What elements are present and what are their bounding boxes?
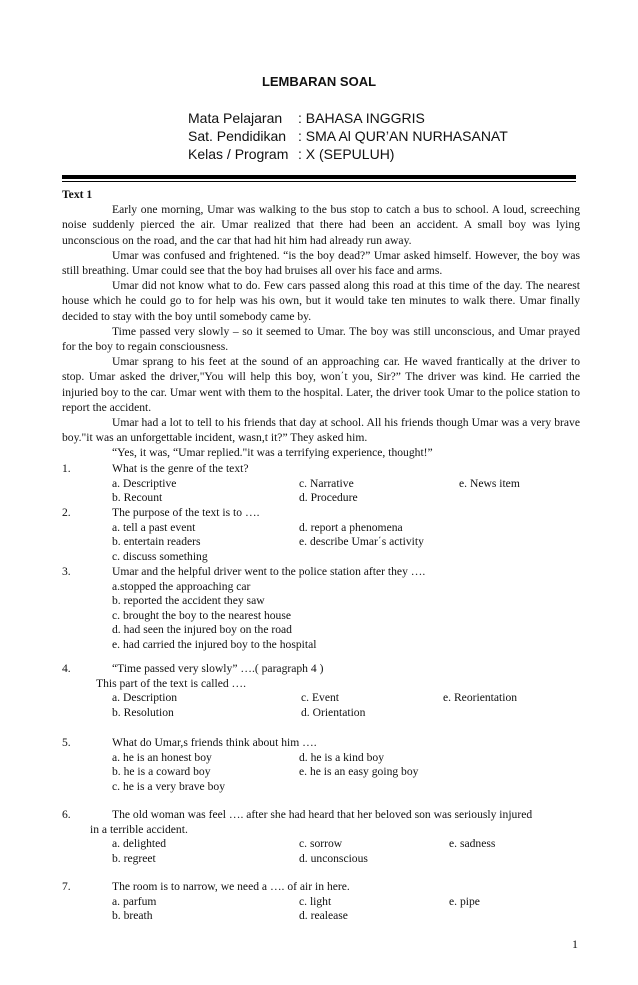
paragraph: “Yes, it was, “Umar replied."it was a terrifying experience, thought!”: [112, 446, 433, 460]
option: a. delighted: [112, 837, 167, 851]
header-divider-thin: [62, 181, 576, 182]
header-value: : X (SEPULUH): [298, 146, 395, 162]
paragraph: Umar did not know what to do. Few cars passed along this road at this time of the day. The nearest house which he could go to for help was his own, but it would take ten minutes to walk there. Umar finally decided to stay with the boy until somebody came by.: [62, 279, 580, 323]
question-4: [62, 662, 582, 720]
option: c. Event: [301, 691, 339, 705]
question-7: [62, 880, 582, 924]
option: e. News item: [459, 476, 520, 490]
question-text: “Time passed very slowly” ….( paragraph 4 ): [112, 662, 324, 675]
question-number: 6.: [62, 808, 71, 821]
option: d. Orientation: [301, 705, 366, 719]
option: b. he is a coward boy: [112, 765, 211, 779]
option: b. breath: [112, 909, 153, 923]
question-subtext: This part of the text is called ….: [96, 676, 247, 690]
header-divider-thick: [62, 175, 576, 179]
header-value: : SMA Al QUR’AN NURHASANAT: [298, 128, 508, 144]
text-heading: Text 1: [62, 188, 93, 201]
header-row-subject: [188, 110, 425, 126]
option: d. report a phenomena: [299, 520, 403, 534]
paragraph: Umar had a lot to tell to his friends that day at school. All his friends though Umar was a very brave boy."it was an unforgettable incident, wasn,t it?” They asked him.: [62, 416, 580, 445]
option: b. regreet: [112, 851, 156, 865]
paragraph: Time passed very slowly – so it seemed to Umar. The boy was still unconscious, and Umar prayed for the boy to regain consciousness.: [62, 324, 580, 354]
option: b. Recount: [112, 491, 163, 505]
header-row-class: [188, 146, 394, 162]
question-number: 3.: [62, 565, 71, 578]
option: c. sorrow: [299, 837, 343, 851]
question-subtext: in a terrible accident.: [90, 822, 188, 836]
option: d. had seen the injured boy on the road: [112, 623, 292, 637]
page-number: 1: [572, 937, 578, 951]
header-label: Sat. Pendidikan: [188, 128, 287, 144]
question-3: [62, 565, 582, 653]
option: e. pipe: [449, 894, 480, 908]
question-6: [62, 808, 582, 866]
option: a. Descriptive: [112, 476, 177, 490]
header-row-school: [188, 128, 508, 144]
question-text: Umar and the helpful driver went to the police station after they ….: [112, 565, 426, 578]
option: c. brought the boy to the nearest house: [112, 608, 292, 622]
question-text: The purpose of the text is to ….: [112, 506, 260, 519]
question-number: 4.: [62, 662, 71, 675]
paragraph: Umar sprang to his feet at the sound of an approaching car. He waved frantically at the driver to stop. Umar asked the driver,"You will help this boy, won΄t you, Sir?” The driver was kind. He carried the injuried boy to the car. Umar went with them to the hospital. Later, the driver took Umar to the police station to report the accident.: [62, 355, 580, 414]
option: a. Description: [112, 691, 178, 705]
option: c. discuss something: [112, 549, 208, 563]
paragraph: Umar was confused and frightened. “is the boy dead?” Umar asked himself. However, the boy was still breathing. Umar could see that the boy had bruises all over his face and arms.: [62, 248, 580, 278]
question-2: [62, 506, 582, 564]
header-label: Mata Pelajaran: [188, 110, 283, 126]
option: b. entertain readers: [112, 535, 201, 549]
question-text: The old woman was feel …. after she had heard that her beloved son was seriously injured: [112, 808, 533, 821]
reading-text: [62, 187, 580, 461]
option: e. he is an easy going boy: [299, 765, 419, 779]
option: b. Resolution: [112, 705, 174, 719]
option: d. Procedure: [299, 491, 358, 505]
option: e. describe Umar΄s activity: [299, 535, 424, 549]
option: c. light: [299, 894, 332, 908]
option: a.stopped the approaching car: [112, 579, 251, 593]
option: e. sadness: [449, 837, 496, 851]
question-number: 5.: [62, 736, 71, 749]
option: c. he is a very brave boy: [112, 779, 225, 793]
paragraph: Early one morning, Umar was walking to the bus stop to catch a bus to school. A loud, screeching noise suddenly pierced the air. Umar realized that there had been an accident. A small boy was lying unconscious on the road, and the car that had hit him had already run away.: [62, 203, 580, 247]
option: a. tell a past event: [112, 520, 196, 534]
option: a. he is an honest boy: [112, 750, 212, 764]
question-text: What do Umar,s friends think about him ….: [112, 736, 317, 749]
header-value: : BAHASA INGGRIS: [298, 110, 425, 126]
option: e. had carried the injured boy to the hospital: [112, 637, 317, 651]
option: d. realease: [299, 909, 348, 923]
option: e. Reorientation: [443, 691, 518, 705]
option: d. he is a kind boy: [299, 750, 385, 764]
option: b. reported the accident they saw: [112, 594, 265, 608]
question-1: [62, 462, 582, 506]
option: a. parfum: [112, 894, 157, 908]
question-text: What is the genre of the text?: [112, 462, 249, 475]
option: d. unconscious: [299, 851, 368, 865]
question-number: 1.: [62, 462, 71, 475]
header-label: Kelas / Program: [188, 146, 289, 162]
question-number: 7.: [62, 880, 71, 893]
option: c. Narrative: [299, 476, 354, 490]
page-title: LEMBARAN SOAL: [261, 74, 377, 89]
question-number: 2.: [62, 506, 71, 519]
question-text: The room is to narrow, we need a …. of air in here.: [112, 880, 350, 893]
question-5: [62, 736, 582, 794]
